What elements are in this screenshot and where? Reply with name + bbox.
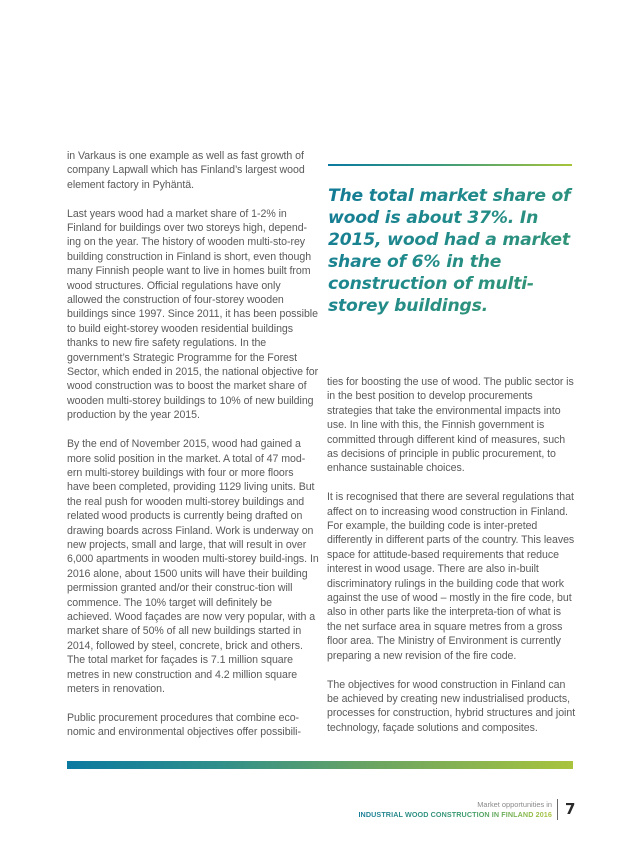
footer-publication-label — [358, 800, 552, 820]
footer-gradient-bar — [67, 761, 573, 769]
pull-quote: The total market share of wood is about 37%. In 2015, wood had a market share of 6% in the construction of multi-storey buildings. — [328, 185, 578, 317]
body-paragraph: Last years wood had a market share of 1-2% in Finland for buildings over two storeys high, depend-ing on the year. The history of wooden multi-sto-rey building construction in Finland is short, even though many Finnish people want to live in homes built from wood structures. Official regulations have only allowed the construction of four-storey wooden buildings since 1997. Since 2011, it has been possible to build eight-storey wooden residential buildings thanks to new fire safety regulations. In the government’s Strategic Programme for the Forest Sector, which ended in 2015, the national objective for wood construction was to boost the market share of wooden multi-storey buildings to 10% of new building production by the year 2015. — [67, 207, 319, 422]
pull-quote-rule — [328, 164, 572, 166]
footer-title: INDUSTRIAL WOOD CONSTRUCTION IN FINLAND 2016 — [358, 810, 552, 819]
body-paragraph: It is recognised that there are several regulations that affect on to increasing wood construction in Finland. For example, the building code is inter-preted differently in different parts of the country. This leaves space for attitude-based requirements that reduce interest in wood usage. There are also in-built discriminatory rulings in the building code that work against the use of wood – mostly in the fire code, but also in other parts like the interpreta-tion of what is the net surface area in square metres from a gross floor area. The Ministry of Environment is currently preparing a new revision of the fire code. — [327, 491, 575, 662]
footer-divider — [557, 799, 558, 820]
body-paragraph: The objectives for wood construction in Finland can be achieved by creating new industrialised products, processes for construction, hybrid structures and joint technology, façade solutions and composites. — [327, 678, 576, 734]
footer-subtitle: Market opportunities in — [477, 800, 552, 809]
right-column — [327, 375, 577, 750]
body-paragraph: ties for boosting the use of wood. The public sector is in the best position to develop procurements strategies that take the environmental impacts into use. In line with this, the Finnish government is committed through different kind of measures, such as decisions of principle in public procurement, to enhance sustainable choices. — [327, 376, 574, 475]
body-paragraph: Public procurement procedures that combine eco-nomic and environmental objectives offer possibili- — [67, 711, 301, 739]
left-column — [67, 149, 319, 754]
body-paragraph: in Varkaus is one example as well as fast growth of company Lapwall which has Finland’s largest wood element factory in Pyhäntä. — [67, 150, 305, 191]
body-paragraph: By the end of November 2015, wood had gained a more solid position in the market. A total of 47 mod-ern multi-storey buildings with four or more floors have been completed, providing 1129 living units. But the real push for wooden multi-storey buildings and related wood products is currently being drafted on drawing boards across Finland. Work is underway on new projects, small and large, that will result in over 6,000 apartments in wooden multi-storey build-ings. In 2016 alone, about 1500 units will have their building permission granted and/or their construc-tion will commence. The 10% target will definitely be achieved. Wood façades are now very popular, with a market share of 50% of all new buildings started in 2014, followed by steel, concrete, brick and others. The total market for façades is 7.1 million square metres in new construction and 4.2 million square meters in renovation. — [67, 438, 319, 695]
page-number: 7 — [565, 800, 576, 818]
